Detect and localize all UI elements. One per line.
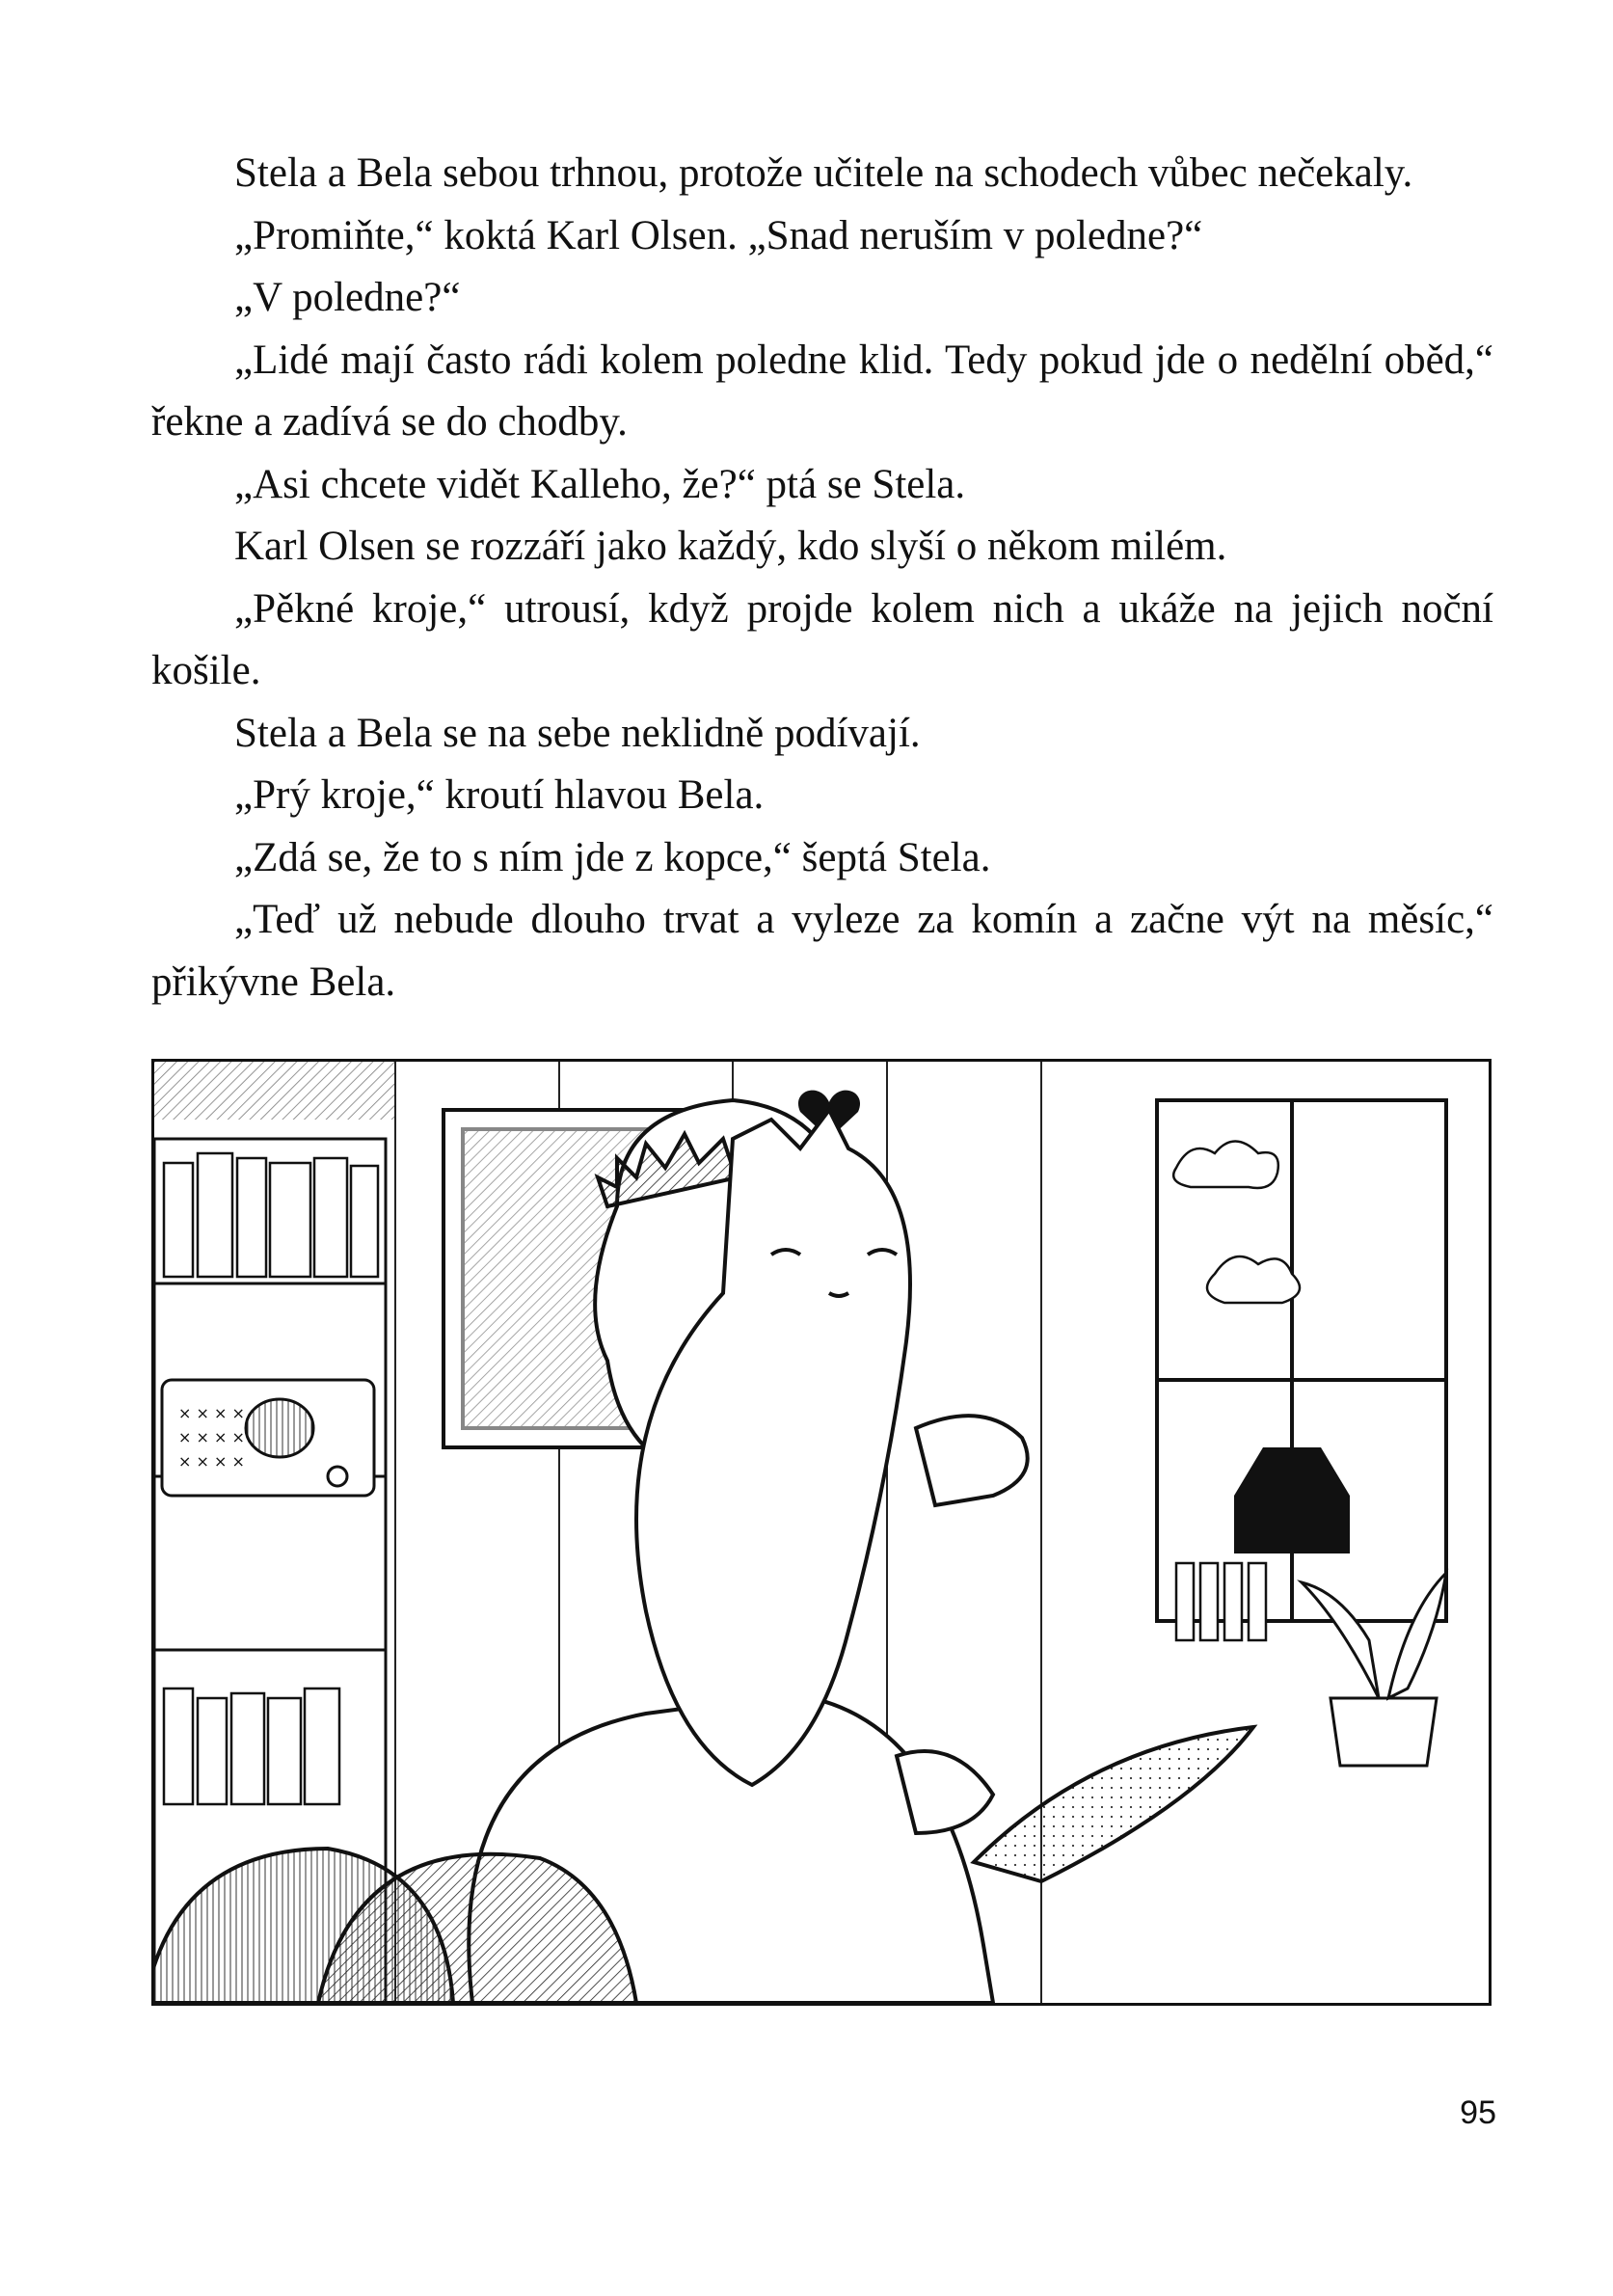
page-number: 95 bbox=[1460, 2094, 1496, 2131]
paragraph: „Teď už nebude dlouho trvat a vyleze za komín a začne výt na měsíc,“ přikývne Bela. bbox=[151, 897, 1493, 1005]
illustration-drawing bbox=[154, 1062, 1489, 2003]
paragraph: Karl Olsen se rozzáří jako každý, kdo slyší o někom milém. bbox=[234, 524, 1227, 569]
paragraph: Stela a Bela se na sebe neklidně podívají. bbox=[234, 710, 921, 756]
paragraph: „Pěkné kroje,“ utrousí, když projde kolem nich a ukáže na jejich noční košile. bbox=[151, 585, 1493, 693]
paragraph: „Zdá se, že to s ním jde z kopce,“ šeptá Stela. bbox=[234, 834, 991, 880]
svg-text:× × × ×: × × × × bbox=[178, 1452, 245, 1471]
svg-text:× × × ×: × × × × bbox=[178, 1404, 245, 1422]
books-bottom bbox=[164, 1688, 339, 1804]
radio bbox=[162, 1380, 374, 1496]
svg-text:× × × ×: × × × × bbox=[178, 1428, 245, 1446]
paragraph: „Prý kroje,“ kroutí hlavou Bela. bbox=[234, 772, 765, 818]
paragraph: Stela a Bela sebou trhnou, protože učitele na schodech vůbec nečekaly. bbox=[234, 150, 1413, 196]
man-hands bbox=[897, 1416, 1028, 1833]
illustration bbox=[151, 1059, 1492, 2006]
paragraph: „V poledne?“ bbox=[234, 275, 461, 320]
story-text bbox=[151, 143, 1493, 1013]
paragraph: „Promiňte,“ koktá Karl Olsen. „Snad neruším v poledne?“ bbox=[234, 212, 1203, 258]
paragraph: „Asi chcete vidět Kalleho, že?“ ptá se Stela. bbox=[234, 461, 966, 507]
paragraph: „Lidé mají často rádi kolem poledne klid. Tedy pokud jde o nedělní oběd,“ řekne a zadívá se do chodby. bbox=[151, 337, 1493, 445]
